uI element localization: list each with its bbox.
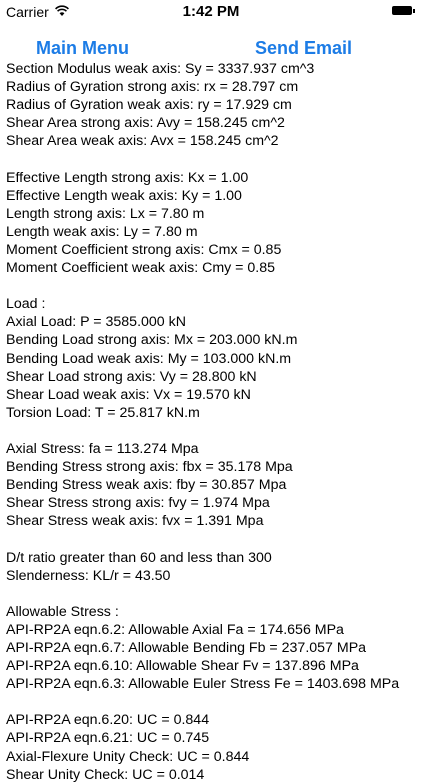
blank-line [6,277,416,295]
result-line: Effective Length weak axis: Ky = 1.00 [6,187,242,204]
result-line: Length strong axis: Lx = 7.80 m [6,205,205,222]
result-line: Moment Coefficient strong axis: Cmx = 0.85 [6,241,282,258]
result-line: Shear Area strong axis: Avy = 158.245 cm^2 [6,115,285,132]
blank-line [6,693,416,711]
result-line: Shear Stress weak axis: fvx = 1.391 Mpa [6,513,264,530]
result-line: API-RP2A eqn.6.2: Allowable Axial Fa = 174.656 MPa [6,621,344,638]
result-line: Bending Load strong axis: Mx = 203.000 kN.m [6,332,298,349]
blank-line [6,530,416,548]
result-line: Moment Coefficient weak axis: Cmy = 0.85 [6,260,276,277]
clock-time: 1:42 PM [182,3,240,20]
send-email-button[interactable]: Send Email [255,38,353,58]
result-line: Radius of Gyration weak axis: ry = 17.929 cm [6,97,292,114]
status-bar [0,0,422,24]
result-line: Shear Load weak axis: Vx = 19.570 kN [6,386,251,403]
blank-line [6,150,416,168]
results-text-view[interactable] [6,60,416,784]
blank-line [6,422,416,440]
result-line: Section Modulus weak axis: Sy = 3337.937 cm^3 [6,61,315,77]
result-line: Shear Unity Check: UC = 0.014 [6,766,205,783]
result-line: Shear Area weak axis: Avx = 158.245 cm^2 [6,133,279,150]
result-line: Shear Stress strong axis: fvy = 1.974 Mpa [6,495,270,512]
battery-icon [392,6,412,15]
main-menu-button[interactable]: Main Menu [36,38,129,58]
result-line: API-RP2A eqn.6.21: UC = 0.745 [6,730,210,747]
result-line: Bending Stress weak axis: fby = 30.857 Mpa [6,477,287,494]
result-line: D/t ratio greater than 60 and less than 300 [6,549,272,566]
result-line: Shear Load strong axis: Vy = 28.800 kN [6,368,257,385]
result-line: Load : [6,296,46,313]
blank-line [6,585,416,603]
result-line: Effective Length strong axis: Kx = 1.00 [6,169,249,186]
result-line: Axial-Flexure Unity Check: UC = 0.844 [6,748,250,765]
result-line: API-RP2A eqn.6.10: Allowable Shear Fv = 137.896 MPa [6,658,359,675]
carrier-label: Carrier [6,4,49,20]
result-line: Bending Stress strong axis: fbx = 35.178 Mpa [6,459,293,476]
result-line: Slenderness: KL/r = 43.50 [6,567,171,584]
result-line: API-RP2A eqn.6.3: Allowable Euler Stress Fe = 1403.698 MPa [6,676,400,693]
result-line: Radius of Gyration strong axis: rx = 28.797 cm [6,79,299,96]
result-line: Axial Stress: fa = 113.274 Mpa [6,440,199,457]
result-line: Torsion Load: T = 25.817 kN.m [6,404,200,421]
result-line: Axial Load: P = 3585.000 kN [6,314,186,331]
result-line: Bending Load weak axis: My = 103.000 kN.m [6,350,292,367]
result-line: Allowable Stress : [6,603,119,620]
result-line: API-RP2A eqn.6.7: Allowable Bending Fb = 237.057 MPa [6,640,367,656]
result-line: Length weak axis: Ly = 7.80 m [6,223,198,240]
result-line: API-RP2A eqn.6.20: UC = 0.844 [6,712,210,729]
